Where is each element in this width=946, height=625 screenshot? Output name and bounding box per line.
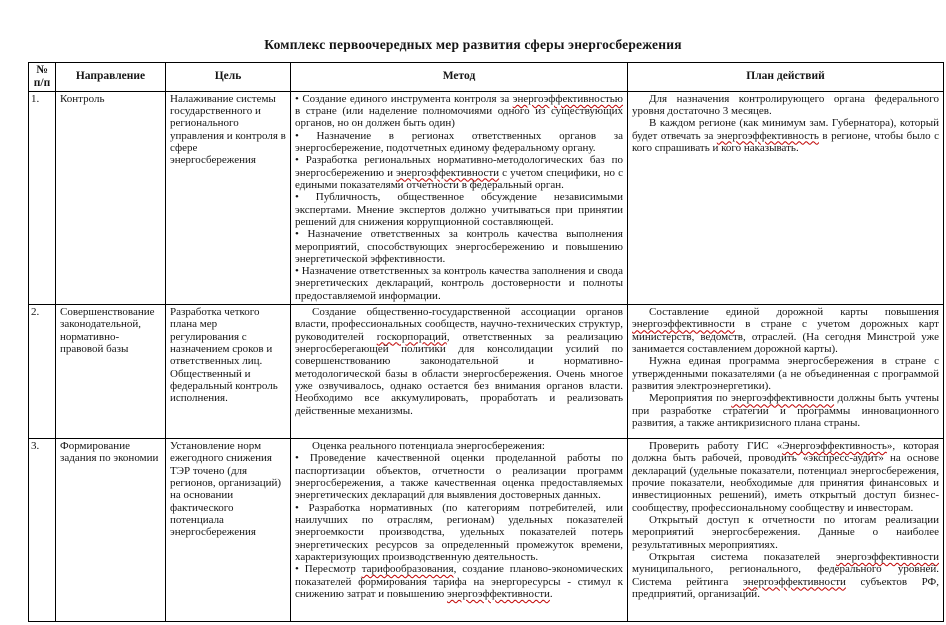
bullet-icon: • (295, 191, 316, 204)
text-segment: Пересмотр (304, 563, 362, 576)
measures-table-body (29, 91, 944, 621)
text-segment: Формирование задания по экономии (60, 440, 159, 465)
bullet-icon: • (295, 501, 309, 514)
text-segment: Совершенствование законодательной, нормативно-правовой базы (60, 306, 155, 355)
text-segment: Открытый доступ к отчетности по итогам реализации мероприятий энергосбережения. Данные о наиболее результативных мероприятиях. (632, 513, 939, 551)
paragraph (295, 93, 623, 130)
paragraph (170, 306, 286, 405)
cell-direction (56, 305, 166, 439)
text-segment: Создание общественно-государственной ассоциации органов власти, профессиональных сообществ, научно-технических структур, руководителей (295, 306, 623, 343)
text-segment: Разработка нормативных (по категориям потребителей, или наилучших по отраслям, регионам) удельных показателей энергоемкости производства, удельных показателей потерь энергетических ресурсов за определенный промежуток времени, характеризующих производственную деятельность. (295, 501, 623, 563)
text-segment: субъектов РФ, предприятий, организаций. (632, 575, 939, 600)
text-segment: Разработка региональных нормативно-методологических баз по энергосбережению и (295, 154, 623, 179)
text-segment: в стране с учетом дорожных карт министерств, ведомств, отраслей. (На сегодня Минстрой уже занимается составлением дорожной карты). (632, 318, 939, 355)
header-num: № п/п (29, 63, 56, 92)
table-row (29, 305, 944, 439)
measures-table-header (29, 63, 944, 92)
text-segment: в стране (или наделение полномочиями одного из существующих органов, но он должен быть один) (295, 105, 623, 130)
paragraph (170, 93, 286, 167)
text-segment: Установление норм ежегодного снижения ТЭР точено (для регионов, организаций) на основании фактического потенциала энергосбережения (170, 440, 282, 539)
text-segment: 1. (31, 92, 40, 105)
text-segment: , ответственных за реализацию энергосберегающей политики для консолидации усилий по совершенствованию законодательной и нормативно-методологической базы в области энергосбережения. Очень многое уже озвучивалось, однако остается без внимания органов власти. Необходимо все аккумулировать, проработать и реализовать действенные механизмы. (295, 330, 623, 417)
cell-goal (166, 91, 291, 304)
cell-plan (628, 439, 944, 622)
bullet-icon: • (295, 92, 303, 105)
paragraph (295, 130, 623, 155)
spellcheck-word: Энергоэффективность (782, 440, 887, 453)
text-segment: с учетом специфики, но с едиными показателями отчетности в федеральный орган. (295, 166, 623, 191)
measures-table (28, 62, 944, 622)
paragraph (632, 551, 939, 600)
spellcheck-word: энергоэффективность (716, 129, 819, 142)
bullet-icon: • (295, 228, 308, 241)
paragraph (31, 440, 54, 452)
paragraph (632, 93, 939, 118)
cell-plan (628, 91, 944, 304)
table-row (29, 91, 944, 304)
paragraph (632, 440, 939, 514)
spellcheck-word: энергоэффективности (632, 318, 735, 331)
text-segment: В каждом регионе (как минимум зам. Губернатора), который будет отвечать за (632, 117, 939, 142)
paragraph (295, 452, 623, 501)
text-segment: Открытая система показателей (649, 550, 837, 563)
paragraph (295, 440, 623, 452)
spellcheck-word: энергоэффективности (446, 587, 550, 600)
paragraph (295, 265, 623, 302)
text-segment: , создание планово-экономических показателей формирования тарифа на энергоресурсы - стимул к снижению затрат и повышению (295, 563, 623, 600)
paragraph (170, 440, 286, 539)
bullet-icon: • (295, 154, 306, 167)
text-segment: 2. (31, 306, 40, 319)
paragraph (632, 306, 939, 355)
paragraph (632, 392, 939, 429)
paragraph (60, 306, 161, 355)
cell-method (291, 439, 628, 622)
text-segment: Проведение качественной оценки проделанной работы по паспортизации объектов, отчетности о реализации программ энергосбережения, а также качественная оценка предоставляемых энергетических деклараций для выявления достоверных данных. (295, 452, 623, 502)
cell-goal (166, 439, 291, 622)
text-segment: Публичность, общественное обсуждение независимыми экспертами. Мнение экспертов должно учитываться при принятии решений для снижения коррупционной составляющей. (295, 191, 623, 228)
paragraph (60, 93, 161, 105)
spellcheck-word: энергоэффективностью (512, 92, 623, 105)
cell-method (291, 305, 628, 439)
text-segment: Контроль (60, 92, 105, 105)
text-segment: муниципального, регионального, федерального уровней. Система рейтинга (632, 563, 939, 588)
header-method: Метод (291, 63, 628, 92)
page-title: Комплекс первоочередных мер развития сферы энергосбережения (264, 37, 682, 52)
cell-plan (628, 305, 944, 439)
paragraph (632, 514, 939, 551)
paragraph (295, 228, 623, 265)
header-direction: Направление (56, 63, 166, 92)
paragraph (295, 563, 623, 600)
text-segment: Составление единой дорожной карты повышения (649, 306, 939, 319)
text-segment: Мероприятия по (649, 392, 732, 405)
text-segment: Для назначения контролирующего органа федерального уровня достаточно 3 месяцев. (632, 92, 939, 118)
text-segment: 3. (31, 440, 40, 453)
spellcheck-word: энергоэффективности (731, 392, 835, 405)
bullet-icon: • (295, 563, 305, 576)
spellcheck-word: тарифообразования (361, 563, 454, 576)
paragraph (295, 502, 623, 564)
text-segment: Проверить работу ГИС « (649, 440, 783, 453)
text-segment: Нужна единая программа энергосбережения в стране с утвержденными показателями (а не объединенная с программой развития электроэнергетики). (632, 355, 939, 392)
cell-num (29, 91, 56, 304)
cell-direction (56, 439, 166, 622)
text-segment: Назначение в регионах ответственных органов за энергосбережение, подотчетных единому федеральному органу. (295, 129, 623, 154)
text-segment: . (549, 587, 553, 600)
text-segment: Налаживание системы государственного и регионального управления и контроля в сфере энергосбережения (170, 92, 286, 167)
text-segment: Назначение ответственных за контроль качества выполнения мероприятий, способствующих энергосбережению и повышению энергетической эффективности. (295, 228, 623, 265)
text-segment: », которая должна быть рабочей, проводить «экспресс-аудит» на основе деклараций (удельные показатели, потенциал энергосбережения, прочие показатели, необходимые для принятия финансовых и инвестиционных решений), иметь открытый доступ бизнес-сообществу, профессиональному сообществу и инвесторам. (632, 440, 939, 514)
paragraph (632, 117, 939, 154)
paragraph (295, 191, 623, 228)
bullet-icon: • (295, 265, 302, 278)
header-plan: План действий (628, 63, 944, 92)
spellcheck-word: госкорпораций (376, 330, 447, 343)
header-goal: Цель (166, 63, 291, 92)
paragraph (31, 93, 54, 105)
text-segment: Создание единого инструмента контроля за (302, 92, 513, 105)
spellcheck-word: энергоэффективности (396, 166, 500, 179)
bullet-icon: • (295, 452, 310, 465)
text-segment: должны быть учтены при разработке стратегии и программы инновационного развития, а также антикризисного плана страны. (632, 392, 939, 429)
cell-goal (166, 305, 291, 439)
cell-direction (56, 91, 166, 304)
text-segment: Назначение ответственных за контроль качества заполнения и свода энергетических деклараций, контроль достоверности и полноты предоставляемой информации. (295, 265, 623, 302)
text-segment: Разработка четкого плана мер регулирования с назначением сроков и ответственных лиц. Общественный и федеральный контроль исполнения. (170, 306, 278, 405)
text-segment: Оценка реального потенциала энергосбережения: (312, 440, 545, 453)
paragraph (295, 306, 623, 417)
paragraph (295, 154, 623, 191)
bullet-icon: • (295, 129, 317, 142)
cell-num (29, 305, 56, 439)
text-segment: в регионе, чтобы было с кого спрашивать и кого наказывать. (632, 129, 939, 154)
spellcheck-word: энергоэффективности (836, 550, 939, 563)
paragraph (31, 306, 54, 318)
paragraph (60, 440, 161, 465)
cell-num (29, 439, 56, 622)
table-row (29, 439, 944, 622)
header-row (29, 63, 944, 92)
cell-method (291, 91, 628, 304)
spellcheck-word: энергоэффективности (742, 575, 846, 588)
paragraph (632, 355, 939, 392)
